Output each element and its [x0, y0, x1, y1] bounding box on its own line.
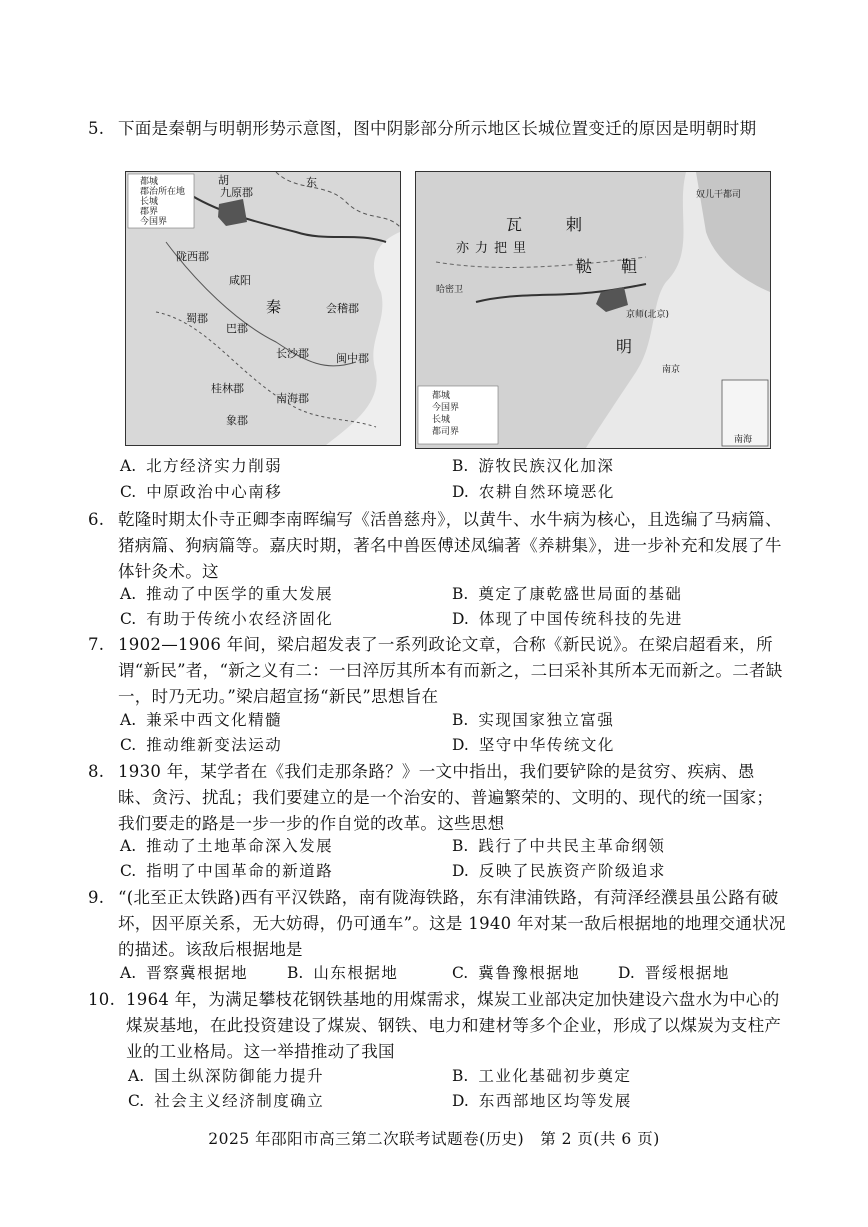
option-letter: B. [452, 711, 469, 729]
option-text: 奠定了康乾盛世局面的基础 [478, 585, 683, 603]
map-label: 靼 [621, 257, 638, 276]
qin-legend-item: 都城 [140, 177, 159, 187]
option-letter: C. [120, 483, 137, 501]
question-7 [88, 632, 788, 710]
question-9 [88, 885, 788, 963]
option-letter: A. [128, 1067, 145, 1085]
option-text: 推动了中医学的重大发展 [146, 585, 334, 603]
option-a[interactable] [120, 709, 282, 731]
option-letter: A. [120, 711, 137, 729]
question-number: 5. [88, 119, 105, 138]
option-text: 晋绥根据地 [644, 964, 730, 982]
option-letter: D. [452, 736, 469, 754]
option-d[interactable] [452, 481, 615, 503]
option-text: 推动了土地革命深入发展 [146, 837, 334, 855]
option-a[interactable] [120, 455, 282, 477]
option-text: 指明了中国革命的新道路 [146, 862, 334, 880]
option-text: 国土纵深防御能力提升 [154, 1067, 325, 1085]
option-text: 东西部地区均等发展 [478, 1092, 632, 1110]
ming-dynasty-map [415, 171, 771, 449]
question-stem: 乾隆时期太仆寺正卿李南晖编写《活兽慈舟》，以黄牛、水牛病为核心，且选编了马病篇、猪病篇、狗病篇等。嘉庆时期，著名中兽医傅述凤编著《养耕集》，进一步补充和发展了牛体针灸术。这 [118, 510, 782, 581]
ming-legend-item: 今国界 [432, 403, 460, 413]
option-letter: A. [120, 457, 137, 475]
option-text: 中原政治中心南移 [146, 483, 283, 501]
map-label: 明 [616, 337, 633, 356]
question-10 [88, 987, 788, 1065]
map-label: 南海郡 [276, 392, 309, 405]
option-letter: C. [120, 862, 137, 880]
map-label: 南京 [662, 365, 681, 375]
map-label: 陇西郡 [176, 250, 209, 263]
question-number: 9. [88, 888, 105, 907]
option-letter: C. [120, 736, 137, 754]
qin-legend-item: 长城 [140, 197, 159, 207]
option-text: 兼采中西文化精髓 [146, 711, 283, 729]
option-c[interactable] [120, 608, 333, 630]
map-label: 秦 [266, 298, 282, 316]
option-c[interactable] [120, 860, 333, 882]
question-number: 6. [88, 510, 105, 529]
question-8 [88, 759, 788, 837]
option-d[interactable] [452, 734, 615, 756]
option-d[interactable] [618, 962, 730, 984]
option-b[interactable] [452, 1065, 631, 1087]
option-d[interactable] [452, 608, 683, 630]
ming-legend-item: 都司界 [432, 427, 460, 437]
question-6 [88, 507, 788, 585]
option-letter: D. [618, 964, 635, 982]
question-number: 10. [88, 990, 116, 1009]
map-label: 剌 [566, 215, 583, 234]
option-letter: C. [452, 964, 469, 982]
map-label: 象郡 [226, 414, 248, 427]
option-b[interactable] [452, 583, 682, 605]
option-a[interactable] [120, 962, 248, 984]
option-a[interactable] [128, 1065, 324, 1087]
option-letter: B. [452, 837, 469, 855]
question-stem: 下面是秦朝与明朝形势示意图，图中阴影部分所示地区长城位置变迁的原因是明朝时期 [118, 119, 757, 138]
map-label: 九原郡 [220, 186, 253, 199]
option-letter: A. [120, 837, 137, 855]
option-text: 社会主义经济制度确立 [154, 1092, 325, 1110]
question-5 [88, 116, 788, 142]
page-footer: 2025 年邵阳市高三第二次联考试题卷(历史) 第 2 页(共 6 页) [208, 1130, 660, 1148]
option-letter: B. [287, 964, 304, 982]
map-label: 奴儿干都司 [696, 190, 742, 200]
map-label: 胡 [218, 174, 229, 187]
option-text: 山东根据地 [313, 964, 399, 982]
map-label: 京师(北京) [626, 310, 670, 320]
option-text: 冀鲁豫根据地 [478, 964, 581, 982]
option-text: 体现了中国传统科技的先进 [478, 610, 683, 628]
option-letter: D. [452, 483, 469, 501]
option-b[interactable] [287, 962, 398, 984]
option-c[interactable] [452, 962, 580, 984]
option-letter: A. [120, 585, 137, 603]
option-letter: D. [452, 862, 469, 880]
option-letter: B. [452, 457, 469, 475]
option-text: 推动维新变法运动 [146, 736, 283, 754]
question-number: 8. [88, 762, 105, 781]
option-b[interactable] [452, 455, 614, 477]
option-text: 晋察冀根据地 [146, 964, 249, 982]
option-letter: A. [120, 964, 137, 982]
option-letter: D. [452, 610, 469, 628]
question-stem: “(北至正太铁路)西有平汉铁路，南有陇海铁路，东有津浦铁路，有菏泽经濮县虽公路有破坏，因平原关系，无大妨碍，仍可通车”。这是 1940 年对某一敌后根据地的地理交通状况的描述。该敌后根据地是 [118, 888, 786, 959]
map-label: 巴郡 [226, 322, 248, 335]
map-label: 闽中郡 [336, 352, 369, 365]
option-text: 北方经济实力削弱 [146, 457, 283, 475]
option-text: 农耕自然环境恶化 [478, 483, 615, 501]
ming-legend-item: 都城 [432, 391, 451, 401]
option-d[interactable] [452, 860, 666, 882]
map-label: 亦力把里 [456, 241, 533, 256]
map-label: 桂林郡 [211, 382, 244, 395]
option-text: 坚守中华传统文化 [478, 736, 615, 754]
map-label: 东 [306, 176, 317, 189]
option-letter: C. [120, 610, 137, 628]
inset-label: 南海 [734, 435, 753, 445]
qin-legend-item: 今国界 [140, 217, 168, 227]
question-stem: 1964 年，为满足攀枝花钢铁基地的用煤需求，煤炭工业部决定加快建设六盘水为中心的煤炭基地，在此投资建设了煤炭、钢铁、电力和建材等多个企业，形成了以煤炭为支柱产业的工业格局。这一举措推动了我国 [126, 990, 782, 1061]
option-letter: C. [128, 1092, 145, 1110]
map-label: 咸阳 [229, 274, 251, 287]
option-a[interactable] [120, 583, 333, 605]
option-text: 反映了民族资产阶级追求 [478, 862, 666, 880]
option-c[interactable] [128, 1090, 324, 1112]
option-letter: D. [452, 1092, 469, 1110]
qin-legend-item: 郡治所在地 [140, 187, 186, 197]
map-label: 长沙郡 [276, 347, 309, 360]
option-text: 工业化基础初步奠定 [478, 1067, 632, 1085]
option-text: 游牧民族汉化加深 [478, 457, 615, 475]
option-letter: B. [452, 1067, 469, 1085]
question-stem: 1902—1906 年间，梁启超发表了一系列政论文章，合称《新民说》。在梁启超看来，所谓“新民”者，“新之义有二：一曰淬厉其所本有而新之，二曰采补其所本无而新之。二者缺一，时乃无功。”梁启超宣扬“新民”思想旨在 [118, 635, 783, 706]
option-c[interactable] [120, 481, 282, 503]
map-label: 鞑 [576, 257, 593, 276]
qin-dynasty-map [125, 171, 401, 446]
option-letter: B. [452, 585, 469, 603]
option-a[interactable] [120, 835, 333, 857]
map-label: 瓦 [506, 215, 523, 234]
question-number: 7. [88, 635, 105, 654]
option-b[interactable] [452, 709, 614, 731]
option-b[interactable] [452, 835, 665, 857]
ming-legend-item: 长城 [432, 415, 451, 425]
option-c[interactable] [120, 734, 282, 756]
option-d[interactable] [452, 1090, 632, 1112]
option-text: 有助于传统小农经济固化 [146, 610, 334, 628]
option-text: 实现国家独立富强 [478, 711, 615, 729]
question-stem: 1930 年，某学者在《我们走那条路？》一文中指出，我们要铲除的是贫穷、疾病、愚昧、贪污、扰乱；我们要建立的是一个治安的、普遍繁荣的、文明的、现代的统一国家；我们要走的路是一步一步的作自觉的改革。这些思想 [118, 762, 774, 833]
map-label: 蜀郡 [186, 312, 208, 325]
map-label: 哈密卫 [436, 285, 464, 295]
option-text: 践行了中共民主革命纲领 [478, 837, 666, 855]
qin-legend-item: 郡界 [140, 207, 159, 217]
map-label: 会稽郡 [326, 302, 359, 315]
